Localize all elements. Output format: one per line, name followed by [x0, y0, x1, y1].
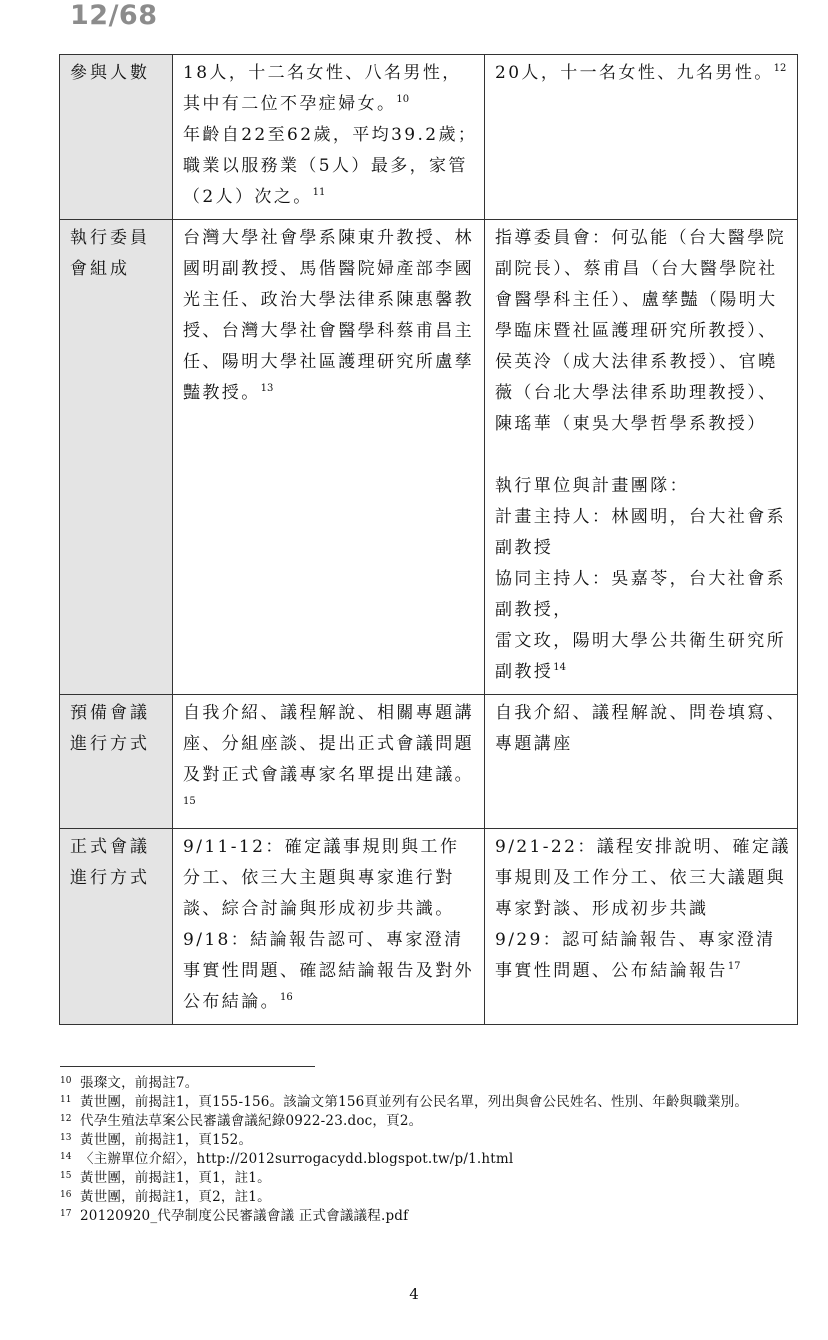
footnote-ref: 11 [312, 187, 326, 198]
footnote-ref: 17 [727, 961, 741, 972]
cell-paragraph [183, 223, 478, 409]
table-row [60, 220, 798, 695]
table-row [60, 695, 798, 829]
footnote-text: 黃世團，前揭註1，頁155-156。該論文第156頁並列有公民名單，列出與會公民姓名、性別、年齡與職業別。 [80, 1094, 749, 1110]
row-label: 執行委員會組成 [60, 220, 173, 695]
cell-text: 計畫主持人：林國明，台大社會系副教授 [495, 507, 786, 558]
footnote-text: 代孕生殖法草案公民審議會議紀錄0922-23.doc，頁2。 [80, 1113, 423, 1129]
footnote-ref: 14 [553, 662, 566, 673]
cell-paragraph [183, 832, 478, 925]
footnote-text: 黃世團，前揭註1，頁2，註1。 [80, 1189, 271, 1205]
table-cell-col2 [485, 220, 798, 695]
footnote: 11 黃世團，前揭註1，頁155-156。該論文第156頁並列有公民名單，列出與會公民姓名、性別、年齡與職業別。 [60, 1094, 749, 1110]
cell-text: 自我介紹、議程解說、問卷填寫、專題講座 [495, 703, 786, 754]
footnote: 13 黃世團，前揭註1，頁152。 [60, 1132, 253, 1148]
cell-paragraph [495, 564, 791, 626]
footnote: 12 代孕生殖法草案公民審議會議紀錄0922-23.doc，頁2。 [60, 1113, 423, 1129]
comparison-table [59, 54, 798, 1025]
footnote-text: 20120920_代孕制度公民審議會議 正式會議議程.pdf [80, 1208, 409, 1224]
table-row [60, 55, 798, 220]
row-label: 參與人數 [60, 55, 173, 220]
footnote-ref: 15 [183, 796, 196, 807]
cell-text: 18人，十二名女性、八名男性，其中有二位不孕症婦女。 [183, 63, 462, 114]
table-cell-col1 [173, 220, 485, 695]
footnote-text: 〈主辦單位介紹〉，http://2012surrogacydd.blogspot.tw/p/1.html [80, 1151, 514, 1167]
cell-paragraph [495, 502, 791, 564]
footnote: 16 黃世團，前揭註1，頁2，註1。 [60, 1189, 271, 1205]
cell-paragraph [495, 58, 791, 89]
cell-paragraph [495, 925, 791, 987]
cell-text: 年齡自22至62歲，平均39.2歲；職業以服務業（5人）最多，家管（2人）次之。 [183, 125, 478, 207]
table-cell-col1 [173, 55, 485, 220]
cell-text: 9/11-12：確定議事規則與工作分工、依三大主題與專家進行對談、綜合討論與形成初步共識。 [183, 837, 460, 919]
footnote-text: 張璨文，前揭註7。 [80, 1075, 199, 1091]
cell-text: 自我介紹、議程解說、相關專題講座、分組座談、提出正式會議問題及對正式會議專家名單提出建議。 [183, 703, 474, 785]
table-cell-col1 [173, 695, 485, 829]
footnote-text: 黃世團，前揭註1，頁152。 [80, 1132, 253, 1148]
footnote-ref: 13 [260, 383, 274, 394]
cell-paragraph [183, 925, 478, 1018]
table-row [60, 829, 798, 1025]
cell-text: 9/29：認可結論報告、專家澄清事實性問題、公布結論報告 [495, 930, 776, 981]
footnote-text: 黃世團，前揭註1，頁1，註1。 [80, 1170, 271, 1186]
row-label: 正式會議進行方式 [60, 829, 173, 1025]
cell-paragraph [183, 58, 478, 120]
footnote-ref: 10 [396, 94, 410, 105]
cell-text: 協同主持人：吳嘉苓，台大社會系副教授， [495, 569, 786, 620]
footnote-divider [60, 1066, 315, 1067]
cell-paragraph [495, 626, 791, 688]
footnote: 17 20120920_代孕制度公民審議會議 正式會議議程.pdf [60, 1208, 409, 1224]
row-label: 預備會議進行方式 [60, 695, 173, 829]
cell-text: 指導委員會：何弘能（台大醫學院副院長）、蔡甫昌（台大醫學院社會醫學科主任）、盧孳豔（陽明大學臨床暨社區護理研究所教授）、侯英泠（成大法律系教授）、官曉薇（台北大學法律系助理教授）、陳瑤華（東吳大學哲學系教授） [495, 228, 786, 434]
cell-paragraph [183, 120, 478, 213]
cell-paragraph [495, 832, 791, 925]
cell-paragraph [495, 471, 791, 502]
cell-text: 雷文玫，陽明大學公共衛生研究所副教授 [495, 631, 786, 682]
cell-text: 9/21-22：議程安排說明、確定議事規則及工作分工、依三大議題與專家對談、形成初步共識 [495, 837, 791, 919]
table-cell-col2 [485, 55, 798, 220]
table-cell-col2 [485, 695, 798, 829]
footnote: 10 張璨文，前揭註7。 [60, 1075, 199, 1091]
footnote-ref: 12 [773, 63, 787, 74]
cell-text: 台灣大學社會學系陳東升教授、林國明副教授、馬偕醫院婦產部李國光主任、政治大學法律系陳惠馨教授、台灣大學社會醫學科蔡甫昌主任、陽明大學社區護理研究所盧孳豔教授。 [183, 228, 474, 403]
cell-text: 9/18：結論報告認可、專家澄清事實性問題、確認結論報告及對外公布結論。 [183, 930, 474, 1012]
cell-text: 執行單位與計畫團隊： [495, 476, 689, 496]
footnotes [60, 1074, 800, 1226]
cell-text: 20人，十一名女性、九名男性。 [495, 63, 774, 83]
cell-paragraph [495, 698, 791, 760]
table-cell-col2 [485, 829, 798, 1025]
cell-paragraph [183, 698, 478, 822]
cell-paragraph [495, 223, 791, 440]
footnote-ref: 16 [280, 992, 293, 1003]
page-number: 4 [409, 1285, 419, 1303]
footnote: 14 〈主辦單位介紹〉，http://2012surrogacydd.blogspot.tw/p/1.html [60, 1151, 514, 1167]
footnote: 15 黃世團，前揭註1，頁1，註1。 [60, 1170, 271, 1186]
table-cell-col1 [173, 829, 485, 1025]
page-counter: 12/68 [70, 0, 158, 31]
